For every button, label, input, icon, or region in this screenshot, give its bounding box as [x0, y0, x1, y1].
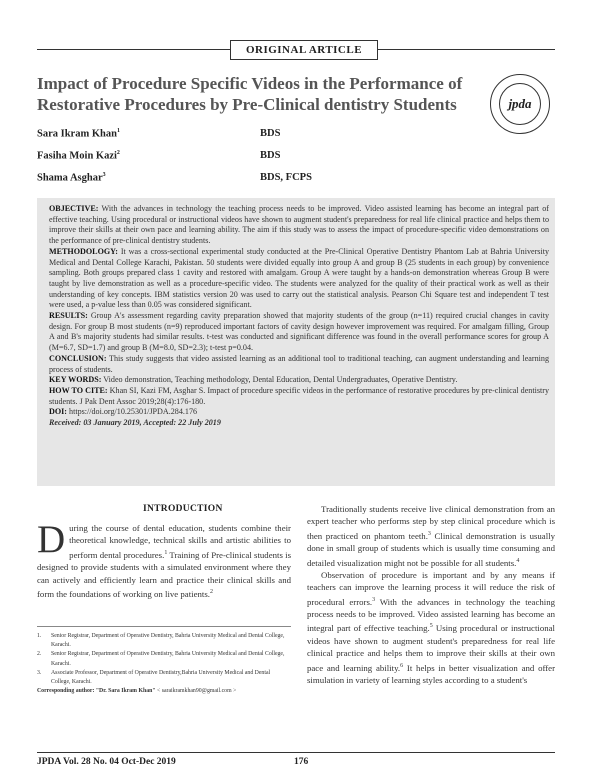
footer-rule — [37, 752, 555, 753]
abstract-received-date: Received: 03 January 2019, Accepted: 22 July 2019 — [49, 418, 221, 428]
abstract-results: RESULTS: Group A's assessment regarding cavity preparation showed that majority students of the group (n=11) required crucial changes in cavity design. For group B most students (n=9) reproduced important factors of cavity design however improvement was required. For amalgam filling, Group A and B's majority students had similar results. t-test was conducted and significant difference was found in the overall performance scores for group A (M=6.7, SD=1.7) and group B (M=8.0, SD=2.3); t-test p=0.04. — [49, 311, 549, 353]
intro-paragraph: During the course of dental education, students combine their theoretical knowledge, technical skills and artistic abilities to perform dental procedures.$^1$ Training of Pre-clinical students is designed to provide students with a simulated environment where they can actively and efficiently learn and practice their clinical skills and form the foundations of working on live patients.$^2$ — [37, 518, 291, 599]
footer-page-number: 176 — [294, 757, 309, 767]
author-degree: BDS — [260, 128, 281, 139]
abstract-box — [37, 198, 555, 486]
footnote-rule — [37, 626, 291, 627]
introduction-heading: INTRODUCTION — [143, 504, 223, 514]
footnotes — [37, 632, 291, 696]
right-column — [307, 503, 555, 686]
corresponding-author: Corresponding author: "Dr. Sara Ikram Khan" < saraikramkhan90@gmail.com > — [37, 688, 237, 695]
right-paragraph: Observation of procedure is important and by any means if teachers can improve the learning process it will reduce the risk of procedural errors.$^3$ With the advances in technology the teaching process needs to be improved. Video assisted learning has become an integral part of effective teaching.$^5$ Using procedural or instructional videos have shown to augment student's preparedness for real life clinical practice and helps them to improve their skills at their own pace and learning ability.$^6$ It helps in better visualization and offer simulation in variety of learning styles according to a student's — [307, 569, 555, 685]
left-column — [37, 518, 291, 600]
journal-logo — [490, 74, 550, 134]
article-type-tag: ORIGINAL ARTICLE — [230, 40, 378, 60]
author-degree: BDS — [260, 150, 281, 161]
abstract-objective: OBJECTIVE: With the advances in technology the teaching process needs to be improved. Video assisted learning has become an integral part of effective teaching. Using procedural or instructional videos have shown to augment student's preparedness for real life clinical practice and helps them to improve their skills at their own pace and learning ability. The aim if this study was to assess the impact of procedure-specific video demonstrations on the performance of pre-clinical dentistry students. — [49, 204, 549, 246]
author-degree: BDS, FCPS — [260, 172, 312, 183]
drop-cap: D — [37, 518, 66, 561]
journal-logo-text: jpda — [499, 83, 541, 125]
footnote-item: 1. Senior Registrar, Department of Operative Dentistry, Bahria University Medical and Dental College, Karachi. — [37, 633, 285, 649]
right-paragraph: Traditionally students receive live clinical demonstration from an expert teacher who performs step by step clinical procedure which is then practiced on phantom teeth.$^3$ Clinical demonstration is usually done in small group of students which is usually time consuming and detailed visualization might not be possible for all students.$^4$ — [307, 504, 555, 568]
abstract-keywords: KEY WORDS: Video demonstration, Teaching methodology, Dental Education, Dental Undergraduates, Operative Dentistry. — [49, 375, 458, 385]
author-name: Shama Asghar$^3$ — [37, 172, 106, 184]
author-name: Sara Ikram Khan$^1$ — [37, 128, 120, 140]
author-name: Fasiha Moin Kazi$^2$ — [37, 150, 120, 162]
abstract-methodology: METHODOLOGY: It was a cross-sectional experimental study conducted at the Pre-Clinical Operative Dentistry Phantom Lab at Bahria University Medical and Dental College Karachi, Pakistan. 50 students were divided equally into group A and group B (25 students in each group) by convenience sampling. Both groups prepared class 1 cavity and restored with amalgam. Group A were taught by a hands-on demonstration whereas Group B were taught by live demonstration as well as a procedure-specific video. The students were analyzed for the quality of their practical work as well as their understanding of key concepts. IBM statistics version 20 was used to carry out the statistical analysis. Pearson Chi Square test and independent T test were used, a p-value less than 0.05 was considered significant. — [49, 246, 549, 310]
footer-journal: JPDA Vol. 28 No. 04 Oct-Dec 2019 — [37, 757, 176, 767]
footnote-item: 3. Associate Professor, Department of Operative Dentistry,Bahria University Medical and Dental College, Karachi. — [37, 669, 271, 686]
abstract-how-to-cite: HOW TO CITE: Khan SI, Kazi FM, Asghar S. Impact of procedure specific videos in the performance of restorative procedures by pre-clinical dentistry students. J Pak Dent Assoc 2019;28(4):176-180. — [49, 385, 549, 406]
footnote-item: 2. Senior Registrar, Department of Operative Dentistry, Bahria University Medical and Dental College, Karachi. — [37, 651, 285, 667]
abstract-doi: DOI: https://doi.org/10.25301/JPDA.284.176 — [49, 407, 198, 417]
abstract-conclusion: CONCLUSION: This study suggests that video assisted learning as an additional tool to traditional teaching, can augment understanding and learning process of students. — [49, 353, 549, 374]
article-title: Impact of Procedure Specific Videos in the Performance of Restorative Procedures by Pre-Clinical dentistry Students — [37, 74, 463, 114]
